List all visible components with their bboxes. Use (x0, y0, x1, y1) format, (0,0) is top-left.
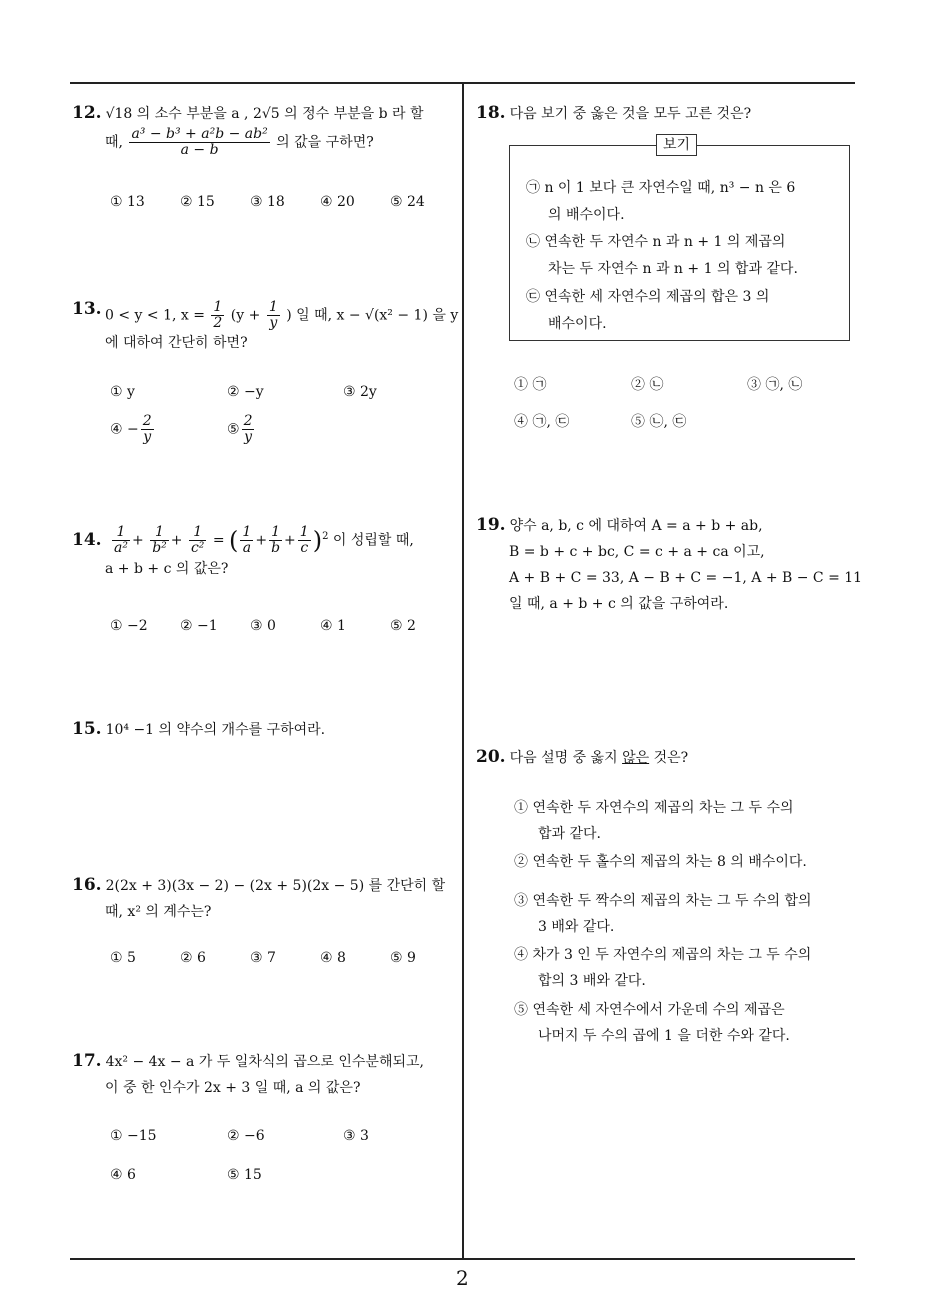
denominator: a (242, 540, 252, 557)
fraction (269, 525, 282, 556)
option-4[interactable] (514, 942, 811, 994)
option-5[interactable] (227, 414, 256, 445)
text: = (212, 532, 225, 549)
bogi-line: ㉡ 연속한 두 자연수 n 과 n + 1 의 제곱의 (526, 234, 786, 250)
text: ⑤ (227, 421, 240, 438)
fraction (242, 414, 255, 445)
option-3[interactable]: ③ 18 (250, 194, 285, 210)
option-line: 합과 같다. (538, 826, 601, 842)
numerator: 1 (268, 299, 278, 315)
fraction (211, 300, 224, 331)
option-1[interactable]: ① −15 (110, 1128, 157, 1144)
text: ) 일 때, x − √(x² − 1) 을 y (286, 307, 459, 324)
option-2[interactable]: ② 15 (180, 194, 215, 210)
numerator: a³ − b³ + a²b − ab² (131, 126, 268, 142)
question-text: 의 값을 구하면? (276, 134, 374, 151)
question-text: B = b + c + bc, C = c + a + ca 이고, (509, 544, 765, 560)
question-19 (476, 512, 866, 617)
fraction (240, 525, 253, 556)
option-3[interactable]: ③ 0 (250, 618, 276, 634)
option-1[interactable]: ① ㉠ (514, 377, 547, 393)
question-number: 18. (476, 103, 506, 123)
option-5[interactable]: ⑤ ㉡, ㉢ (631, 414, 687, 430)
question-number: 19. (476, 515, 506, 535)
question-18 (476, 100, 856, 127)
text: (y + (230, 307, 261, 324)
question-number: 14. (72, 529, 102, 550)
option-1[interactable]: ① y (110, 384, 135, 400)
option-line: 합의 3 배와 같다. (538, 973, 646, 989)
question-text: 것은? (653, 750, 689, 766)
question-number: 17. (72, 1051, 102, 1071)
bogi-label: 보기 (656, 134, 697, 156)
option-line: ④ 차가 3 인 두 자연수의 제곱의 차는 그 두 수의 (514, 947, 812, 963)
text: 0 < y < 1, x = (105, 307, 205, 324)
option-5[interactable]: ⑤ 9 (390, 950, 416, 966)
bogi-item-1 (526, 175, 795, 229)
question-text: 에 대하여 간단히 하면? (105, 335, 248, 351)
text: ④ − (110, 421, 139, 438)
denominator: y (244, 429, 252, 445)
option-4[interactable] (110, 414, 156, 445)
option-5[interactable] (514, 997, 790, 1049)
option-line: 3 배와 같다. (538, 919, 615, 935)
question-text: 4x² − 4x − a 가 두 일차식의 곱으로 인수분해되고, (105, 1054, 424, 1070)
question-text: √18 의 소수 부분을 a , 2√5 의 정수 부분을 b 라 할 (105, 106, 424, 122)
question-number: 20. (476, 747, 506, 767)
bogi-line: 차는 두 자연수 n 과 n + 1 의 합과 같다. (548, 261, 798, 277)
question-text: 2(2x + 3)(3x − 2) − (2x + 5)(2x − 5) 를 간단히 할 (105, 878, 446, 894)
question-number: 13. (72, 299, 102, 319)
question-text: 10⁴ −1 의 약수의 개수를 구하여라. (105, 722, 326, 738)
option-4[interactable]: ④ ㉠, ㉢ (514, 414, 570, 430)
option-line: ② 연속한 두 홀수의 제곱의 차는 8 의 배수이다. (514, 854, 807, 870)
question-number: 15. (72, 719, 102, 739)
question-text: 다음 보기 중 옳은 것을 모두 고른 것은? (509, 106, 752, 122)
option-3[interactable] (514, 888, 811, 940)
bogi-item-3 (526, 284, 769, 338)
denominator: b (271, 540, 281, 557)
numerator: 1 (150, 525, 169, 541)
question-text (105, 300, 458, 331)
fraction (112, 525, 130, 556)
option-1[interactable] (514, 795, 794, 847)
denominator: b² (152, 540, 167, 557)
option-line: 나머지 두 수의 곱에 1 을 더한 수와 같다. (538, 1028, 790, 1044)
option-line: ① 연속한 두 자연수의 제곱의 차는 그 두 수의 (514, 800, 794, 816)
bogi-line: ㉠ n 이 1 보다 큰 자연수일 때, n³ − n 은 6 (526, 180, 796, 196)
option-2[interactable] (514, 849, 807, 875)
option-3[interactable]: ③ 2y (343, 384, 377, 400)
option-1[interactable]: ① −2 (110, 618, 148, 634)
question-14: 14. $\frac{1}{\text{a²}}$ + $\frac{1}{\text{b²}}$ + $\frac{1}{\text{c²}}$ = ( $\frac{1}{a}$ + $\frac{1}{b}$ + $\frac{1}{c}$ )$^2$ 이 성립할 때, a + b + c 의 값은? (72, 524, 457, 582)
question-16 (72, 872, 457, 925)
denominator: a² (114, 540, 128, 557)
text: 이 성립할 때, (332, 532, 414, 549)
numerator: 1 (269, 525, 282, 541)
option-4[interactable]: ④ 1 (320, 618, 346, 634)
option-4[interactable]: ④ 6 (110, 1167, 136, 1183)
option-5[interactable]: ⑤ 2 (390, 618, 416, 634)
option-1[interactable]: ① 13 (110, 194, 145, 210)
numerator: 1 (213, 299, 223, 315)
fraction (189, 525, 206, 556)
question-text: 때, (105, 134, 123, 151)
fraction (141, 414, 154, 445)
emphasis-underline: 않은 (622, 750, 650, 766)
numerator: 1 (189, 525, 206, 541)
denominator: y (143, 429, 152, 445)
option-2[interactable]: ② −6 (227, 1128, 265, 1144)
question-text: 양수 a, b, c 에 대하여 A = a + b + ab, (509, 518, 763, 534)
question-text: 때, x² 의 계수는? (105, 904, 212, 920)
option-1[interactable]: ① 5 (110, 950, 136, 966)
bogi-line: ㉢ 연속한 세 자연수의 제곱의 합은 3 의 (526, 289, 770, 305)
question-13 (72, 296, 459, 351)
denominator: c² (190, 540, 205, 557)
numerator: 2 (243, 413, 253, 429)
option-line: ⑤ 연속한 세 자연수에서 가운데 수의 제곱은 (514, 1002, 785, 1018)
fraction (150, 525, 169, 556)
option-2[interactable]: ② −1 (180, 618, 218, 634)
question-number: 12. (72, 103, 102, 123)
bottom-rule (70, 1258, 855, 1260)
numerator: 1 (112, 525, 130, 541)
denominator: 2 (213, 315, 223, 331)
question-text: 다음 설명 중 옳지 (509, 750, 618, 766)
numerator: 1 (299, 524, 309, 541)
question-17 (72, 1048, 457, 1101)
question-12 (72, 100, 452, 158)
option-4[interactable]: ④ 20 (320, 194, 355, 210)
denominator: c (300, 540, 309, 557)
bogi-item-2 (526, 229, 798, 283)
question-text: a + b + c 의 값은? (105, 561, 229, 578)
page-number: 2 (456, 1266, 469, 1290)
option-line: ③ 연속한 두 짝수의 제곱의 차는 그 두 수의 합의 (514, 893, 812, 909)
option-5[interactable]: ⑤ 15 (227, 1167, 262, 1183)
option-2[interactable]: ② ㉡ (631, 377, 664, 393)
option-2[interactable]: ② −y (227, 384, 264, 400)
numerator: 2 (142, 413, 152, 429)
question-text: 일 때, a + b + c 의 값을 구하여라. (509, 596, 729, 612)
option-3[interactable]: ③ 7 (250, 950, 276, 966)
question-number: 16. (72, 875, 102, 895)
question-20 (476, 744, 856, 771)
option-3[interactable]: ③ ㉠, ㉡ (747, 377, 803, 393)
denominator: a − b (180, 142, 219, 158)
question-15 (72, 716, 457, 743)
numerator: 1 (242, 524, 252, 541)
column-divider (462, 82, 464, 1259)
bogi-line: 배수이다. (548, 316, 607, 332)
option-2[interactable]: ② 6 (180, 950, 206, 966)
fraction (129, 127, 269, 158)
question-text: A + B + C = 33, A − B + C = −1, A + B − C = 11 (509, 570, 863, 586)
question-text: 이 중 한 인수가 2x + 3 일 때, a 의 값은? (105, 1080, 361, 1096)
option-3[interactable]: ③ 3 (343, 1128, 369, 1144)
option-4[interactable]: ④ 8 (320, 950, 346, 966)
bogi-line: 의 배수이다. (548, 207, 625, 223)
denominator: y (269, 315, 278, 331)
fraction (267, 300, 280, 331)
fraction (298, 525, 311, 556)
option-5[interactable]: ⑤ 24 (390, 194, 425, 210)
